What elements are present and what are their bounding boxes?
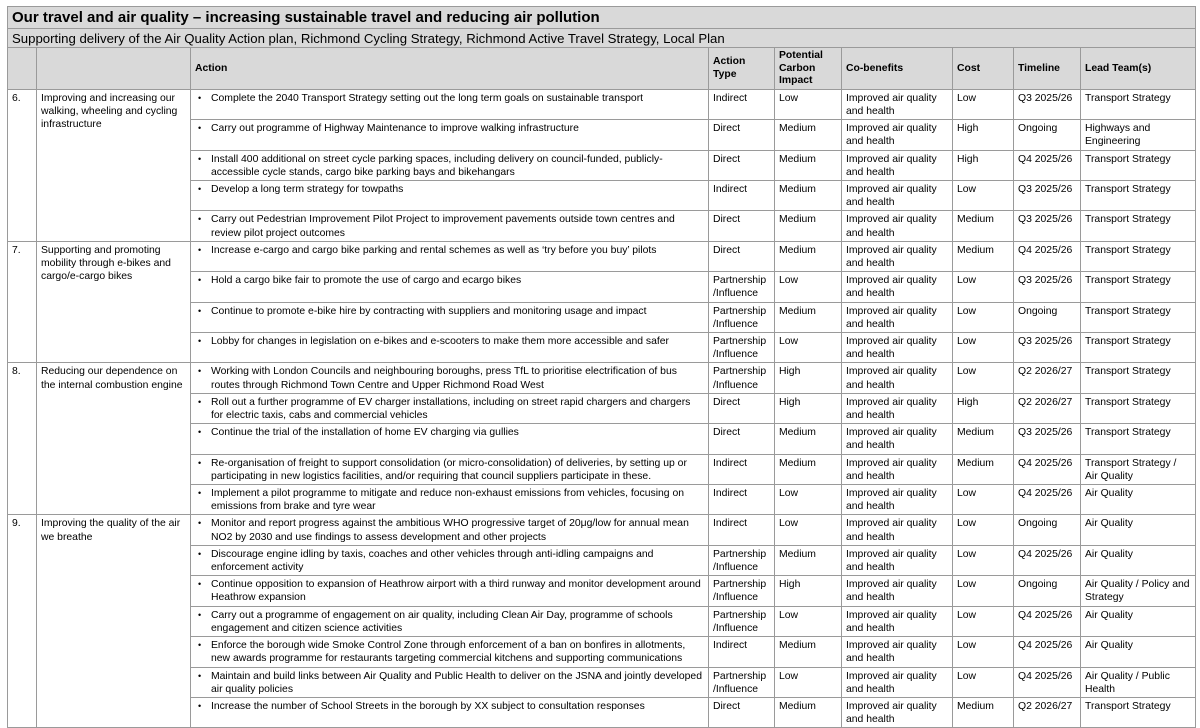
item-number: 7.	[8, 241, 37, 363]
cost-cell: Medium	[953, 211, 1014, 241]
cobenefits-cell: Improved air quality and health	[842, 606, 953, 636]
header-cost: Cost	[953, 48, 1014, 90]
carbon-impact-cell: Low	[775, 606, 842, 636]
carbon-impact-cell: Medium	[775, 120, 842, 150]
bullet-icon: •	[198, 548, 202, 559]
lead-team-cell: Air Quality	[1081, 637, 1196, 667]
lead-team-cell: Air Quality	[1081, 485, 1196, 515]
action-text: Increase e-cargo and cargo bike parking and rental schemes as well as ‘try before you buy’ pilots	[211, 244, 657, 256]
timeline-cell: Q3 2025/26	[1014, 424, 1081, 454]
action-type-cell: Indirect	[709, 515, 775, 545]
action-type-cell: Direct	[709, 424, 775, 454]
carbon-impact-cell: Medium	[775, 181, 842, 211]
carbon-impact-cell: Medium	[775, 302, 842, 332]
timeline-cell: Q4 2025/26	[1014, 485, 1081, 515]
action-type-cell: Partnership /Influence	[709, 576, 775, 606]
action-text: Maintain and build links between Air Quality and Public Health to deliver on the JSNA and jointly developed air quality policies	[211, 670, 702, 695]
timeline-cell: Ongoing	[1014, 576, 1081, 606]
cost-cell: Medium	[953, 424, 1014, 454]
action-cell	[191, 89, 709, 119]
cobenefits-cell: Improved air quality and health	[842, 181, 953, 211]
bullet-icon: •	[198, 609, 202, 620]
action-text: Carry out Pedestrian Improvement Pilot Project to improvement pavements outside town centres and review pilot project outcomes	[211, 214, 675, 239]
carbon-impact-cell: Low	[775, 89, 842, 119]
lead-team-cell: Air Quality / Policy and Strategy	[1081, 576, 1196, 606]
action-text: Continue to promote e-bike hire by contracting with suppliers and monitoring usage and impact	[211, 305, 647, 317]
timeline-cell: Q2 2026/27	[1014, 393, 1081, 423]
carbon-impact-cell: High	[775, 393, 842, 423]
action-text: Discourage engine idling by taxis, coaches and other vehicles through anti-idling campaigns and enforcement activity	[211, 548, 654, 574]
action-cell	[191, 424, 709, 454]
cobenefits-cell: Improved air quality and health	[842, 272, 953, 302]
action-type-cell: Direct	[709, 150, 775, 180]
action-type-cell: Direct	[709, 241, 775, 271]
bullet-icon: •	[198, 488, 202, 499]
lead-team-cell: Air Quality	[1081, 515, 1196, 545]
action-type-cell: Partnership /Influence	[709, 333, 775, 363]
timeline-cell: Q4 2025/26	[1014, 667, 1081, 697]
action-type-cell: Partnership /Influence	[709, 363, 775, 393]
cost-cell: Low	[953, 667, 1014, 697]
action-text: Enforce the borough wide Smoke Control Zone through enforcement of a ban on bonfires in allotments, new awards programme for restaurants targeting commercial kitchens and supporting communications	[211, 640, 686, 665]
cost-cell: Low	[953, 637, 1014, 667]
carbon-impact-cell: Low	[775, 485, 842, 515]
item-theme: Reducing our dependence on the internal combustion engine	[37, 363, 191, 515]
action-text: Install 400 additional on street cycle parking spaces, including delivery on council-funded, publicly-accessible cycle stands, cargo bike parking bays and bikehangars	[211, 153, 663, 178]
bullet-icon: •	[198, 336, 202, 347]
cobenefits-cell: Improved air quality and health	[842, 515, 953, 545]
cost-cell: Medium	[953, 241, 1014, 271]
item-theme: Supporting and promoting mobility through e-bikes and cargo/e-cargo bikes	[37, 241, 191, 363]
action-text: Roll out a further programme of EV charger installations, including on street rapid chargers and chargers for electric taxis, cabs and commercial vehicles	[211, 396, 691, 422]
cost-cell: Medium	[953, 697, 1014, 727]
lead-team-cell: Transport Strategy	[1081, 424, 1196, 454]
carbon-impact-cell: Medium	[775, 545, 842, 575]
timeline-cell: Q3 2025/26	[1014, 181, 1081, 211]
table-row	[8, 363, 1196, 393]
bullet-icon: •	[198, 92, 202, 103]
action-text: Complete the 2040 Transport Strategy setting out the long term goals on sustainable transport	[211, 92, 644, 104]
action-type-cell: Indirect	[709, 637, 775, 667]
lead-team-cell: Highways and Engineering	[1081, 120, 1196, 150]
action-text: Monitor and report progress against the ambitious WHO progressive target of 20μg/low for annual mean NO2 by 2030 and use findings to assess development and other projects	[211, 518, 689, 543]
timeline-cell: Q3 2025/26	[1014, 211, 1081, 241]
cost-cell: Low	[953, 363, 1014, 393]
cobenefits-cell: Improved air quality and health	[842, 393, 953, 423]
cobenefits-cell: Improved air quality and health	[842, 211, 953, 241]
cost-cell: Low	[953, 333, 1014, 363]
bullet-icon: •	[198, 214, 202, 225]
cobenefits-cell: Improved air quality and health	[842, 485, 953, 515]
action-cell	[191, 515, 709, 545]
cobenefits-cell: Improved air quality and health	[842, 576, 953, 606]
action-cell	[191, 272, 709, 302]
action-type-cell: Partnership /Influence	[709, 272, 775, 302]
action-text: Increase the number of School Streets in the borough by XX subject to consultation responses	[211, 700, 645, 712]
header-lead-team: Lead Team(s)	[1081, 48, 1196, 90]
action-type-cell: Partnership /Influence	[709, 667, 775, 697]
lead-team-cell: Transport Strategy	[1081, 272, 1196, 302]
action-cell	[191, 302, 709, 332]
action-text: Re-organisation of freight to support consolidation (or micro-consolidation) of deliveries, by setting up or participating in new logistics facilities, and/or requiring that council suppliers participate in these.	[211, 457, 687, 482]
item-number: 9.	[8, 515, 37, 728]
cost-cell: Low	[953, 89, 1014, 119]
header-number	[8, 48, 37, 90]
cobenefits-cell: Improved air quality and health	[842, 637, 953, 667]
carbon-impact-cell: Low	[775, 667, 842, 697]
timeline-cell: Q3 2025/26	[1014, 89, 1081, 119]
action-text: Develop a long term strategy for towpaths	[211, 184, 404, 195]
action-cell	[191, 485, 709, 515]
table-row	[8, 241, 1196, 271]
action-text: Continue opposition to expansion of Heathrow airport with a third runway and monitor development around Heathrow expansion	[211, 579, 701, 604]
action-type-cell: Indirect	[709, 181, 775, 211]
action-text: Carry out programme of Highway Maintenance to improve walking infrastructure	[211, 123, 579, 135]
lead-team-cell: Air Quality	[1081, 545, 1196, 575]
lead-team-cell: Transport Strategy	[1081, 181, 1196, 211]
bullet-icon: •	[198, 153, 202, 164]
timeline-cell: Q4 2025/26	[1014, 606, 1081, 636]
action-type-cell: Partnership /Influence	[709, 302, 775, 332]
cobenefits-cell: Improved air quality and health	[842, 241, 953, 271]
table-row	[8, 89, 1196, 119]
header-action: Action	[191, 48, 709, 90]
bullet-icon: •	[198, 366, 202, 377]
timeline-cell: Ongoing	[1014, 515, 1081, 545]
cobenefits-cell: Improved air quality and health	[842, 333, 953, 363]
cobenefits-cell: Improved air quality and health	[842, 363, 953, 393]
carbon-impact-cell: High	[775, 363, 842, 393]
bullet-icon: •	[198, 700, 202, 711]
action-cell	[191, 637, 709, 667]
cost-cell: Low	[953, 576, 1014, 606]
header-theme	[37, 48, 191, 90]
cost-cell: Low	[953, 606, 1014, 636]
carbon-impact-cell: Medium	[775, 424, 842, 454]
bullet-icon: •	[198, 123, 202, 134]
timeline-cell: Ongoing	[1014, 302, 1081, 332]
bullet-icon: •	[198, 457, 202, 468]
action-text: Continue the trial of the installation of home EV charging via gullies	[211, 427, 519, 439]
cobenefits-cell: Improved air quality and health	[842, 89, 953, 119]
cobenefits-cell: Improved air quality and health	[842, 454, 953, 484]
action-type-cell: Direct	[709, 120, 775, 150]
action-cell	[191, 393, 709, 423]
action-text: Implement a pilot programme to mitigate and reduce non-exhaust emissions from vehicles, focusing on emissions from brake and tyre wear	[211, 488, 685, 513]
action-type-cell: Indirect	[709, 485, 775, 515]
timeline-cell: Q4 2025/26	[1014, 545, 1081, 575]
carbon-impact-cell: Medium	[775, 241, 842, 271]
carbon-impact-cell: Medium	[775, 454, 842, 484]
bullet-icon: •	[198, 305, 202, 316]
bullet-icon: •	[198, 670, 202, 681]
timeline-cell: Q2 2026/27	[1014, 697, 1081, 727]
action-cell	[191, 606, 709, 636]
cobenefits-cell: Improved air quality and health	[842, 424, 953, 454]
cost-cell: Low	[953, 485, 1014, 515]
cost-cell: High	[953, 393, 1014, 423]
action-cell	[191, 241, 709, 271]
cost-cell: Low	[953, 272, 1014, 302]
header-action-type: Action Type	[709, 48, 775, 90]
lead-team-cell: Transport Strategy	[1081, 363, 1196, 393]
timeline-cell: Q4 2025/26	[1014, 637, 1081, 667]
lead-team-cell: Air Quality	[1081, 606, 1196, 636]
item-number: 8.	[8, 363, 37, 515]
carbon-impact-cell: Medium	[775, 637, 842, 667]
header-carbon-impact: Potential Carbon Impact	[775, 48, 842, 90]
bullet-icon: •	[198, 184, 202, 194]
carbon-impact-cell: Medium	[775, 211, 842, 241]
action-text: Carry out a programme of engagement on air quality, including Clean Air Day, programme of schools engagement and citizen science activities	[211, 609, 673, 634]
item-number: 6.	[8, 89, 37, 241]
cobenefits-cell: Improved air quality and health	[842, 120, 953, 150]
lead-team-cell: Air Quality / Public Health	[1081, 667, 1196, 697]
action-cell	[191, 363, 709, 393]
timeline-cell: Q4 2025/26	[1014, 150, 1081, 180]
lead-team-cell: Transport Strategy	[1081, 302, 1196, 332]
cost-cell: Low	[953, 181, 1014, 211]
carbon-impact-cell: Medium	[775, 150, 842, 180]
action-text: Lobby for changes in legislation on e-bikes and e-scooters to make them more accessible and safer	[211, 336, 670, 348]
table-title: Our travel and air quality – increasing sustainable travel and reducing air pollution	[8, 7, 1196, 29]
action-cell	[191, 576, 709, 606]
lead-team-cell: Transport Strategy	[1081, 211, 1196, 241]
cost-cell: High	[953, 150, 1014, 180]
header-cobenefits: Co-benefits	[842, 48, 953, 90]
action-cell	[191, 211, 709, 241]
action-type-cell: Indirect	[709, 454, 775, 484]
table-row	[8, 515, 1196, 545]
action-cell	[191, 697, 709, 727]
timeline-cell: Q4 2025/26	[1014, 454, 1081, 484]
bullet-icon: •	[198, 640, 202, 651]
bullet-icon: •	[198, 518, 202, 529]
table-body	[8, 89, 1196, 728]
lead-team-cell: Transport Strategy	[1081, 241, 1196, 271]
action-type-cell: Partnership /Influence	[709, 606, 775, 636]
cobenefits-cell: Improved air quality and health	[842, 302, 953, 332]
bullet-icon: •	[198, 579, 202, 590]
action-type-cell: Partnership /Influence	[709, 545, 775, 575]
cost-cell: Low	[953, 515, 1014, 545]
carbon-impact-cell: Low	[775, 515, 842, 545]
carbon-impact-cell: Low	[775, 272, 842, 302]
item-theme: Improving the quality of the air we breathe	[37, 515, 191, 728]
cost-cell: Low	[953, 302, 1014, 332]
action-text: Hold a cargo bike fair to promote the use of cargo and ecargo bikes	[211, 275, 522, 287]
lead-team-cell: Transport Strategy	[1081, 89, 1196, 119]
timeline-cell: Q3 2025/26	[1014, 272, 1081, 302]
action-cell	[191, 454, 709, 484]
bullet-icon: •	[198, 275, 202, 286]
action-cell	[191, 181, 709, 211]
bullet-icon: •	[198, 396, 202, 407]
action-type-cell: Direct	[709, 211, 775, 241]
action-cell	[191, 667, 709, 697]
action-plan-table	[7, 6, 1196, 728]
lead-team-cell: Transport Strategy	[1081, 150, 1196, 180]
carbon-impact-cell: High	[775, 576, 842, 606]
bullet-icon: •	[198, 244, 202, 255]
action-cell	[191, 545, 709, 575]
timeline-cell: Q4 2025/26	[1014, 241, 1081, 271]
timeline-cell: Q2 2026/27	[1014, 363, 1081, 393]
item-theme: Improving and increasing our walking, wheeling and cycling infrastructure	[37, 89, 191, 241]
action-type-cell: Indirect	[709, 89, 775, 119]
carbon-impact-cell: Low	[775, 333, 842, 363]
action-type-cell: Direct	[709, 393, 775, 423]
action-type-cell: Direct	[709, 697, 775, 727]
carbon-impact-cell: Medium	[775, 697, 842, 727]
cobenefits-cell: Improved air quality and health	[842, 667, 953, 697]
header-timeline: Timeline	[1014, 48, 1081, 90]
action-cell	[191, 120, 709, 150]
timeline-cell: Q3 2025/26	[1014, 333, 1081, 363]
table-subtitle: Supporting delivery of the Air Quality Action plan, Richmond Cycling Strategy, Richmond Active Travel Strategy, Local Plan	[8, 29, 1196, 48]
cost-cell: Medium	[953, 454, 1014, 484]
cost-cell: Low	[953, 545, 1014, 575]
lead-team-cell: Transport Strategy / Air Quality	[1081, 454, 1196, 484]
cobenefits-cell: Improved air quality and health	[842, 545, 953, 575]
action-cell	[191, 150, 709, 180]
timeline-cell: Ongoing	[1014, 120, 1081, 150]
cost-cell: High	[953, 120, 1014, 150]
cobenefits-cell: Improved air quality and health	[842, 697, 953, 727]
action-cell	[191, 333, 709, 363]
action-text: Working with London Councils and neighbouring boroughs, press TfL to prioritise electrification of bus routes through Richmond Town Centre and Upper Richmond Road West	[211, 366, 677, 391]
lead-team-cell: Transport Strategy	[1081, 393, 1196, 423]
bullet-icon: •	[198, 427, 202, 438]
cobenefits-cell: Improved air quality and health	[842, 150, 953, 180]
lead-team-cell: Transport Strategy	[1081, 697, 1196, 727]
lead-team-cell: Transport Strategy	[1081, 333, 1196, 363]
